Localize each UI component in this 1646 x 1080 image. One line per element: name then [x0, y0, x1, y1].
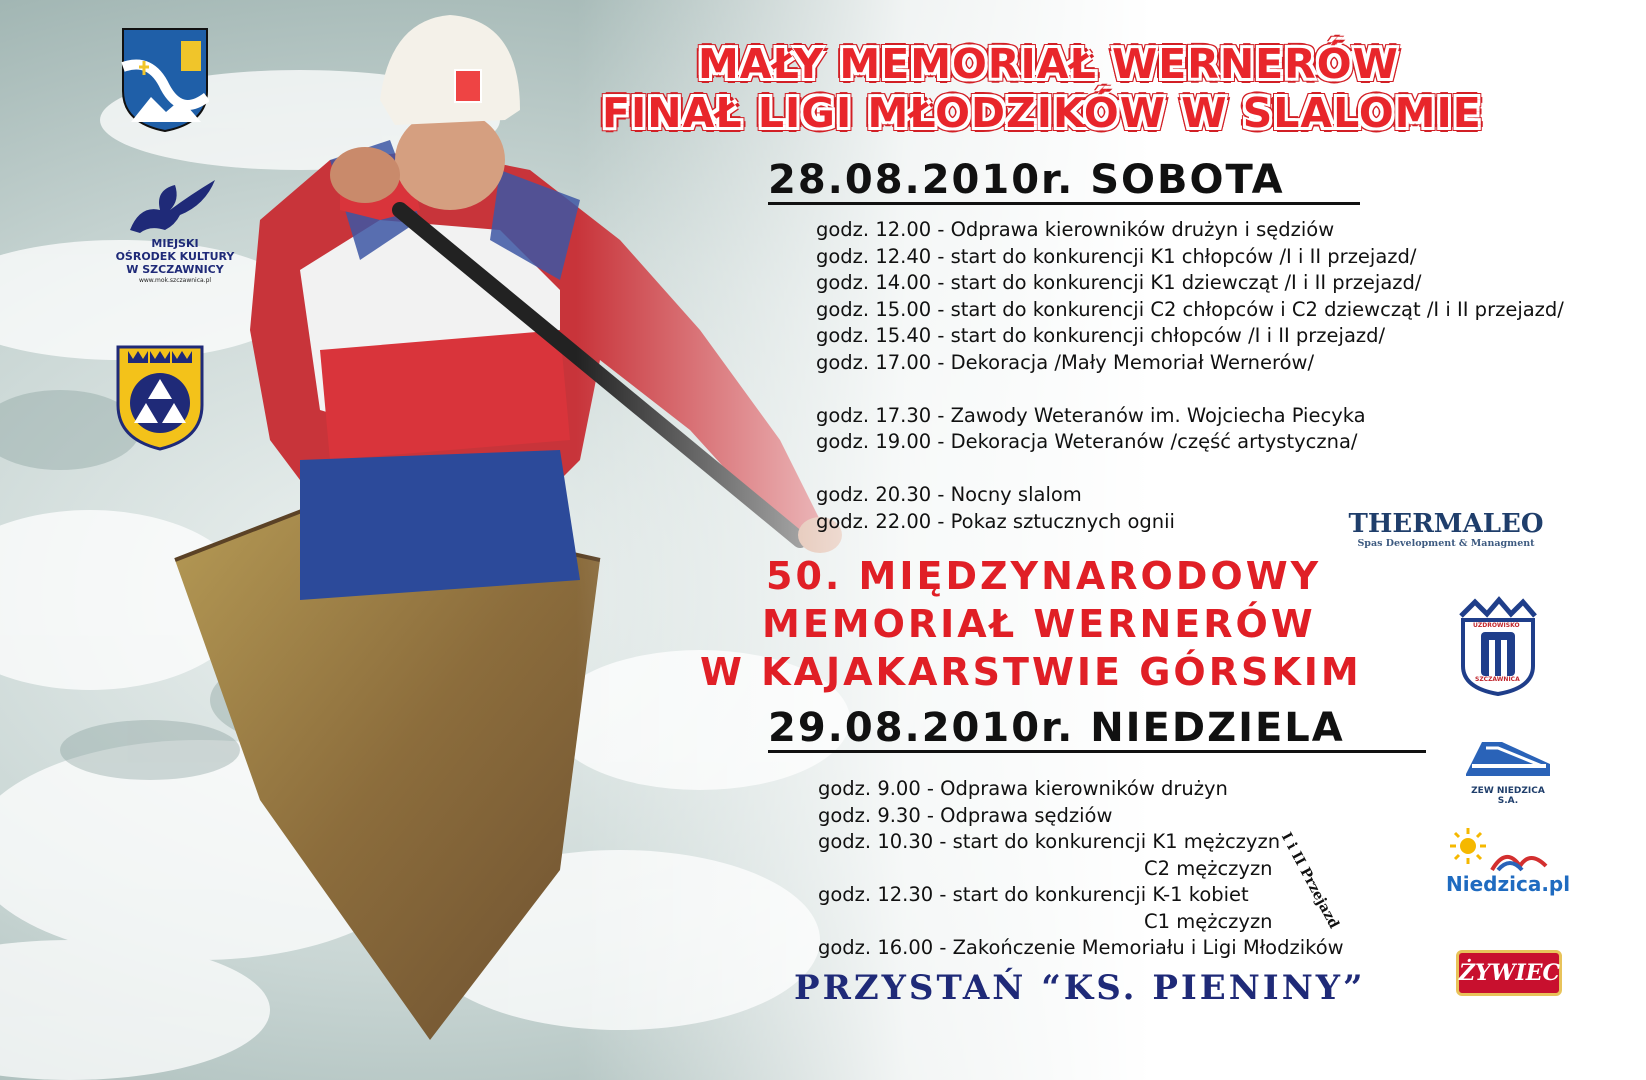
zew-niedzica-logo	[1460, 734, 1556, 806]
saturday-item	[816, 456, 1564, 483]
thermaleo-logo	[1340, 510, 1552, 550]
sunday-item: C1 mężczyzn	[1144, 909, 1273, 933]
saturday-item: godz. 12.40 - start do konkurencji K1 chłopców /I i II przejazd/	[816, 244, 1417, 268]
zywiec-logo	[1456, 950, 1562, 996]
sunday-item: godz. 9.00 - Odprawa kierowników drużyn	[818, 777, 1228, 800]
sunday-item: godz. 12.30 - start do konkurencji K-1 kobiet	[818, 883, 1249, 906]
title-line2: FINAŁ LIGI MŁODZIKÓW W SLALOMIE	[602, 89, 1482, 137]
zywiec-name: ŻYWIEC	[1459, 960, 1561, 986]
szczawnica-coat-of-arms-logo	[121, 27, 209, 133]
pegasus-icon	[120, 175, 230, 237]
thermaleo-subtitle: Spas Development & Managment	[1357, 538, 1535, 549]
uzdrowisko-bottom: SZCZAWNICA	[1475, 676, 1520, 683]
venue: PRZYSTAŃ “KS. PIENINY”	[794, 968, 1366, 1008]
saturday-item: godz. 12.00 - Odprawa kierowników drużyn i sędziów	[816, 218, 1335, 241]
title-line1: MAŁY MEMORIAŁ WERNERÓW	[698, 40, 1399, 88]
saturday-item: godz. 15.40 - start do konkurencji chłopców /I i II przejazd/	[816, 324, 1386, 347]
mok-line1: MIEJSKI	[151, 237, 199, 250]
saturday-item: godz. 17.00 - Dekoracja /Mały Memoriał Wernerów/	[816, 350, 1315, 374]
main-event-line2: MEMORIAŁ WERNERÓW	[762, 602, 1316, 646]
mok-logo	[108, 175, 242, 285]
sunday-item: C2 mężczyzn	[1144, 856, 1273, 880]
sun-mountain-icon	[1446, 826, 1556, 874]
saturday-item	[816, 376, 1564, 403]
main-event-line3: W KAJAKARSTWIE GÓRSKIM	[700, 650, 1362, 694]
zew-name: ZEW NIEDZICA S.A.	[1471, 786, 1545, 806]
saturday-item: godz. 22.00 - Pokaz sztucznych ognii	[816, 509, 1175, 533]
mok-line3: W SZCZAWNICY	[126, 263, 224, 276]
ks-pieniny-club-logo	[110, 343, 210, 451]
sunday-item: godz. 10.30 - start do konkurencji K1 mężczyzn	[818, 830, 1281, 853]
sunday-item: godz. 16.00 - Zakończenie Memoriału i Ligi Młodzików	[818, 936, 1344, 959]
saturday-item: godz. 20.30 - Nocny slalom	[816, 483, 1082, 506]
saturday-item: godz. 15.00 - start do konkurencji C2 chłopców i C2 dziewcząt /I i II przejazd/	[816, 297, 1564, 321]
main-event-line1: 50. MIĘDZYNARODOWY	[766, 554, 1322, 598]
sunday-item: godz. 9.30 - Odprawa sędziów	[818, 803, 1113, 827]
mok-url: www.mok.szczawnica.pl	[138, 277, 212, 284]
saturday-item: godz. 19.00 - Dekoracja Weteranów /część artystyczna/	[816, 430, 1358, 453]
saturday-schedule	[816, 217, 1564, 535]
dam-icon	[1462, 734, 1554, 780]
niedzica-name: Niedzica.pl	[1446, 872, 1571, 896]
mok-line2: OŚRODEK KULTURY	[115, 250, 235, 263]
sunday-heading: 29.08.2010r. NIEDZIELA	[768, 706, 1426, 753]
thermaleo-name: THERMALEO	[1348, 509, 1544, 539]
saturday-item: godz. 14.00 - start do konkurencji K1 dziewcząt /I i II przejazd/	[816, 271, 1422, 294]
club-name	[92, 420, 93, 421]
uzdrowisko-top: UZDROWISKO	[1473, 622, 1520, 629]
niedzica-pl-logo	[1446, 826, 1571, 896]
saturday-heading: 28.08.2010r. SOBOTA	[768, 158, 1360, 205]
sunday-schedule	[818, 776, 1344, 962]
runs-side-note: I i II Przejazd	[1277, 830, 1342, 932]
saturday-item: godz. 17.30 - Zawody Weteranów im. Wojciecha Piecyka	[816, 403, 1366, 427]
